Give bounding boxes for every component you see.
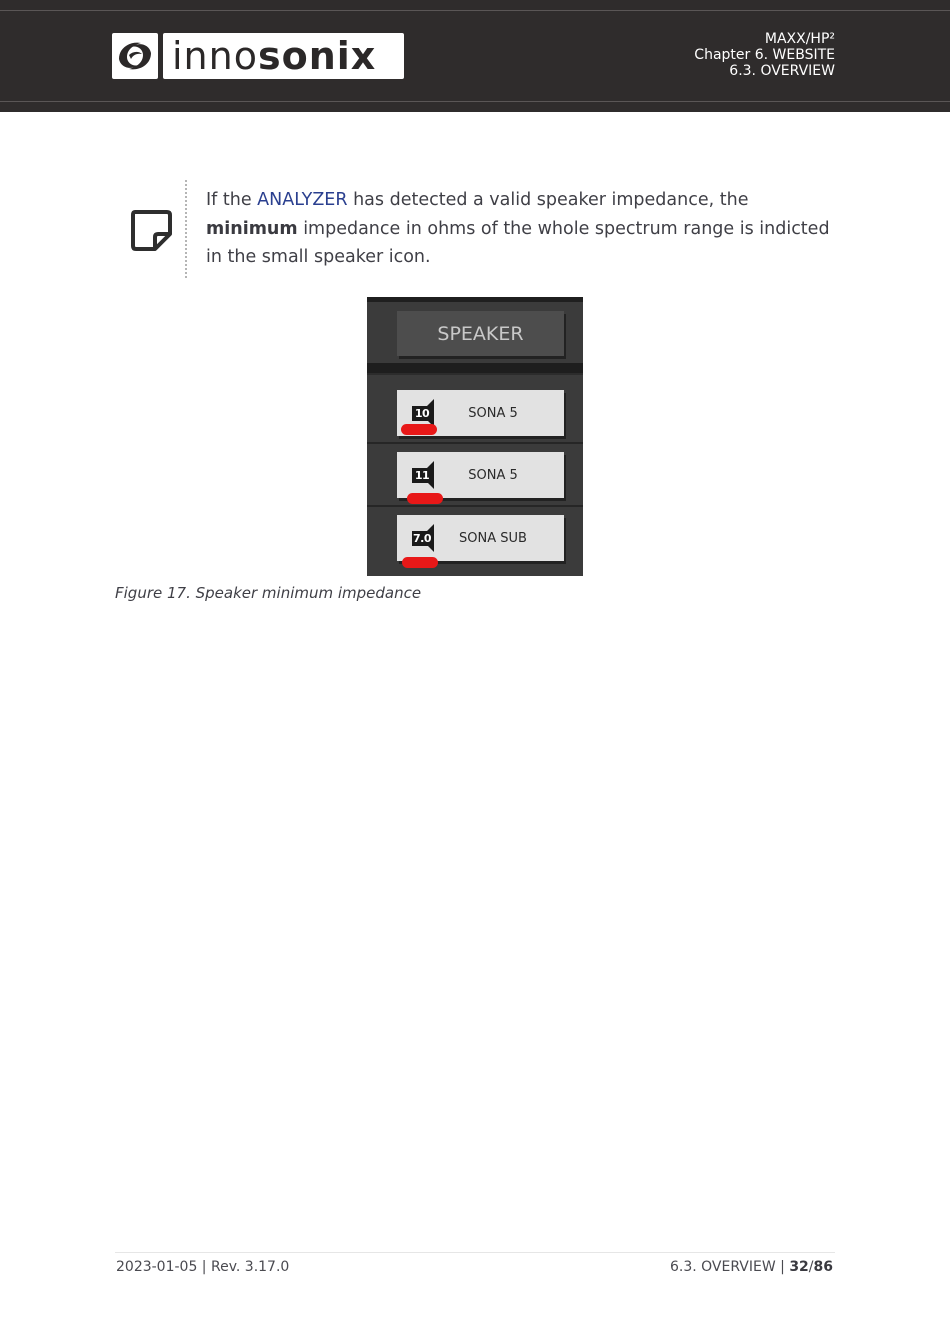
red-highlight-mark xyxy=(401,424,437,435)
footer-page-current: 32 xyxy=(789,1259,809,1275)
screenshot-separator xyxy=(367,373,583,375)
screenshot-top-edge xyxy=(367,297,583,302)
logo-swirl-icon xyxy=(112,33,158,79)
analyzer-link[interactable]: ANALYZER xyxy=(257,190,348,210)
speaker-impedance: 7.0 xyxy=(413,532,431,545)
speaker-name: SONA SUB xyxy=(459,530,527,546)
note-divider xyxy=(185,180,187,278)
figure-caption: Figure 17. Speaker minimum impedance xyxy=(115,584,422,602)
footer-section: 6.3. OVERVIEW | xyxy=(669,1259,790,1275)
row-divider xyxy=(367,442,583,444)
speaker-icon xyxy=(412,399,434,427)
footer-page-info xyxy=(670,1259,833,1275)
logo-word-bold: sonix xyxy=(257,34,377,78)
logo-word-light: inno xyxy=(172,34,258,78)
header-product: MAXX/HP² xyxy=(764,31,835,47)
speaker-impedance: 10 xyxy=(412,406,432,421)
note-text-part: impedance in ohms of the whole spectrum range is indicted in the small speaker icon. xyxy=(206,218,830,267)
innosonix-logo xyxy=(112,33,404,79)
speaker-button-3 xyxy=(397,515,564,561)
speaker-icon xyxy=(412,461,434,489)
header-bottom-rule xyxy=(0,101,950,102)
speaker-button-2 xyxy=(397,452,564,498)
note-icon xyxy=(129,208,173,252)
note-text xyxy=(206,186,836,272)
header-chapter: Chapter 6. WEBSITE xyxy=(694,47,835,63)
footer-rule xyxy=(115,1252,835,1253)
header-top-rule xyxy=(0,10,950,11)
note-bold: minimum xyxy=(206,218,298,239)
speaker-header-button: SPEAKER xyxy=(397,311,564,356)
header-meta xyxy=(694,31,835,79)
footer-page-separator: / xyxy=(808,1259,814,1275)
note-admonition xyxy=(115,180,835,278)
row-divider xyxy=(367,505,583,507)
footer-date-revision: 2023-01-05 | Rev. 3.17.0 xyxy=(116,1259,290,1275)
page-header xyxy=(0,0,950,112)
logo-wordmark xyxy=(163,33,404,79)
footer-page-total: 86 xyxy=(813,1259,833,1275)
red-highlight-mark xyxy=(402,557,438,568)
screenshot-separator xyxy=(367,363,583,373)
speaker-icon xyxy=(412,524,434,552)
speaker-name: SONA 5 xyxy=(468,405,518,421)
speaker-name: SONA 5 xyxy=(468,467,518,483)
note-text-part: If the xyxy=(206,190,258,210)
header-section: 6.3. OVERVIEW xyxy=(729,63,835,79)
speaker-impedance: 11 xyxy=(412,468,432,483)
red-highlight-mark xyxy=(407,493,443,504)
speaker-screenshot xyxy=(367,297,583,576)
note-text-part: has detected a valid speaker impedance, the xyxy=(347,190,749,210)
